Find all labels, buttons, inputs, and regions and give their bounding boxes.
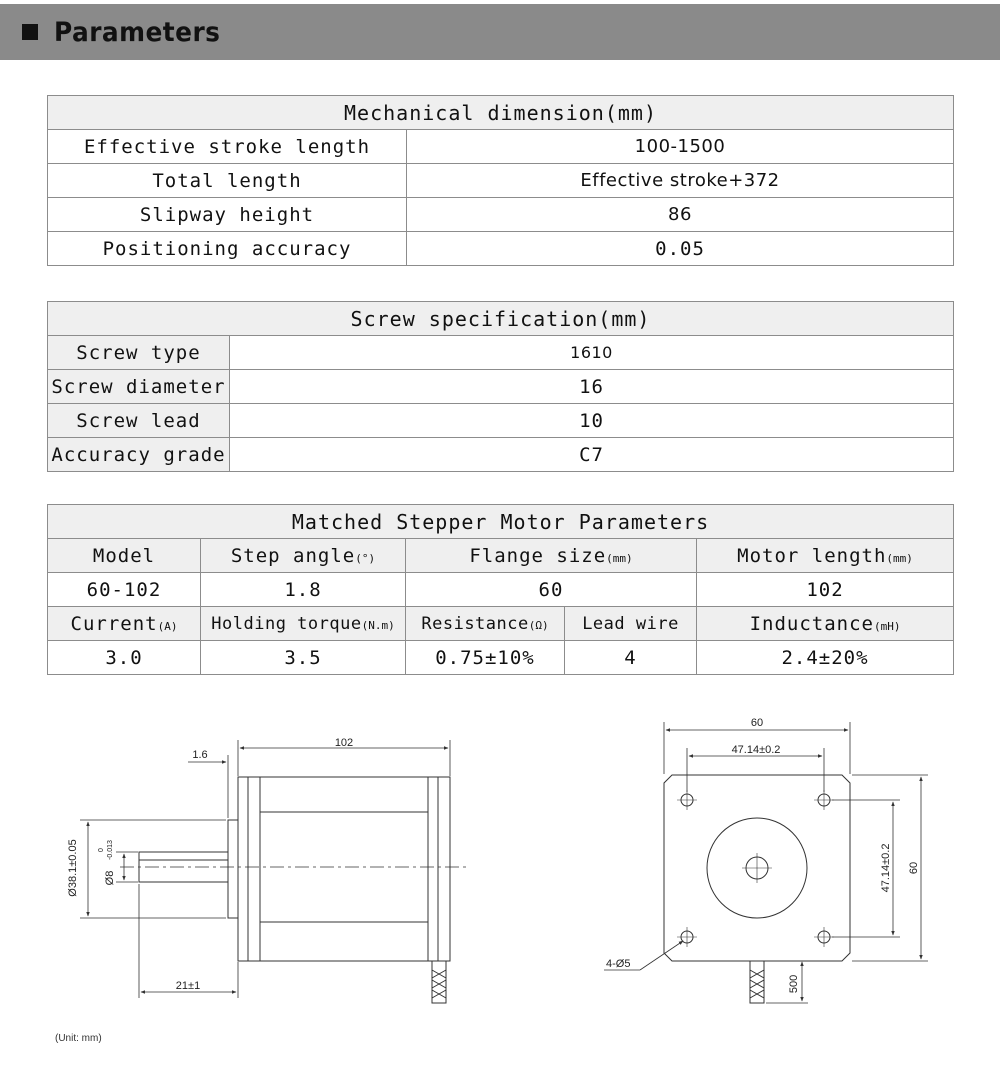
value-step-angle: 1.8: [201, 573, 406, 607]
screw-specification-table: [47, 301, 954, 472]
table-row: [48, 438, 954, 472]
square-bullet-icon: [22, 24, 38, 40]
side-view: [80, 740, 470, 1003]
dim-flange-height: 60: [908, 861, 920, 875]
table-caption: Screw specification(mm): [48, 302, 954, 336]
row-label: Screw diameter: [48, 370, 230, 404]
dim-shaft-diameter: Ø8: [104, 870, 116, 886]
row-label: Screw type: [48, 336, 230, 370]
dim-motor-length: 102: [334, 737, 354, 749]
dim-mount-holes: 4-Ø5: [606, 958, 631, 970]
table-caption: Matched Stepper Motor Parameters: [48, 505, 954, 539]
row-label: Total length: [48, 164, 407, 198]
mechanical-dimension-table: [47, 95, 954, 266]
dim-shaft-tol-lower: -0.013: [107, 840, 114, 860]
dim-shaft-length: 21±1: [175, 980, 201, 992]
dim-hole-spacing-h: 47.14±0.2: [731, 744, 781, 756]
table-row: [48, 370, 954, 404]
header-lead-wire: Lead wire: [565, 607, 697, 641]
value-inductance: 2.4±20%: [697, 641, 954, 675]
row-value: 10: [230, 404, 954, 438]
row-value: 86: [407, 198, 954, 232]
table-row: [48, 198, 954, 232]
header-holding-torque: Holding torque(N.m): [201, 607, 406, 641]
row-label: Slipway height: [48, 198, 407, 232]
header-model: Model: [48, 539, 201, 573]
header-step-angle: Step angle(°): [201, 539, 406, 573]
table-row: [48, 404, 954, 438]
row-label: Positioning accuracy: [48, 232, 407, 266]
header-current: Current(A): [48, 607, 201, 641]
value-motor-length: 102: [697, 573, 954, 607]
row-label: Screw lead: [48, 404, 230, 438]
value-current: 3.0: [48, 641, 201, 675]
dim-lead-length: 500: [788, 974, 800, 994]
dim-hole-spacing-v: 47.14±0.2: [880, 843, 892, 893]
row-value: Effective stroke+372: [407, 164, 954, 198]
value-model: 60-102: [48, 573, 201, 607]
table-header-row: [48, 607, 954, 641]
table-row: [48, 164, 954, 198]
header-motor-length: Motor length(mm): [697, 539, 954, 573]
header-flange-size: Flange size(mm): [406, 539, 697, 573]
section-header: [0, 4, 1000, 60]
stepper-motor-table: [47, 504, 954, 675]
row-value: C7: [230, 438, 954, 472]
table-row: [48, 641, 954, 675]
table-row: [48, 336, 954, 370]
dim-flange-width: 60: [750, 717, 764, 729]
table-caption: Mechanical dimension(mm): [48, 96, 954, 130]
row-value: 1610: [230, 336, 954, 370]
table-header-row: [48, 539, 954, 573]
table-row: [48, 573, 954, 607]
value-flange-size: 60: [406, 573, 697, 607]
unit-note: (Unit: mm): [55, 1033, 102, 1044]
motor-body-outline: [238, 777, 450, 961]
value-lead-wire: 4: [565, 641, 697, 675]
motor-dimension-drawing: [0, 700, 1000, 1030]
row-value: 16: [230, 370, 954, 404]
table-row: [48, 130, 954, 164]
header-inductance: Inductance(mH): [697, 607, 954, 641]
section-title: Parameters: [54, 16, 221, 48]
table-row: [48, 232, 954, 266]
dim-flange-thickness: 1.6: [192, 749, 208, 761]
dim-boss-diameter: Ø38.1±0.05: [67, 839, 79, 897]
row-label: Accuracy grade: [48, 438, 230, 472]
row-value: 0.05: [407, 232, 954, 266]
header-resistance: Resistance(Ω): [406, 607, 565, 641]
value-holding-torque: 3.5: [201, 641, 406, 675]
row-label: Effective stroke length: [48, 130, 407, 164]
boss-outline: [228, 820, 238, 918]
dim-shaft-tol-upper: 0: [98, 848, 105, 852]
value-resistance: 0.75±10%: [406, 641, 565, 675]
row-value: 100-1500: [407, 130, 954, 164]
